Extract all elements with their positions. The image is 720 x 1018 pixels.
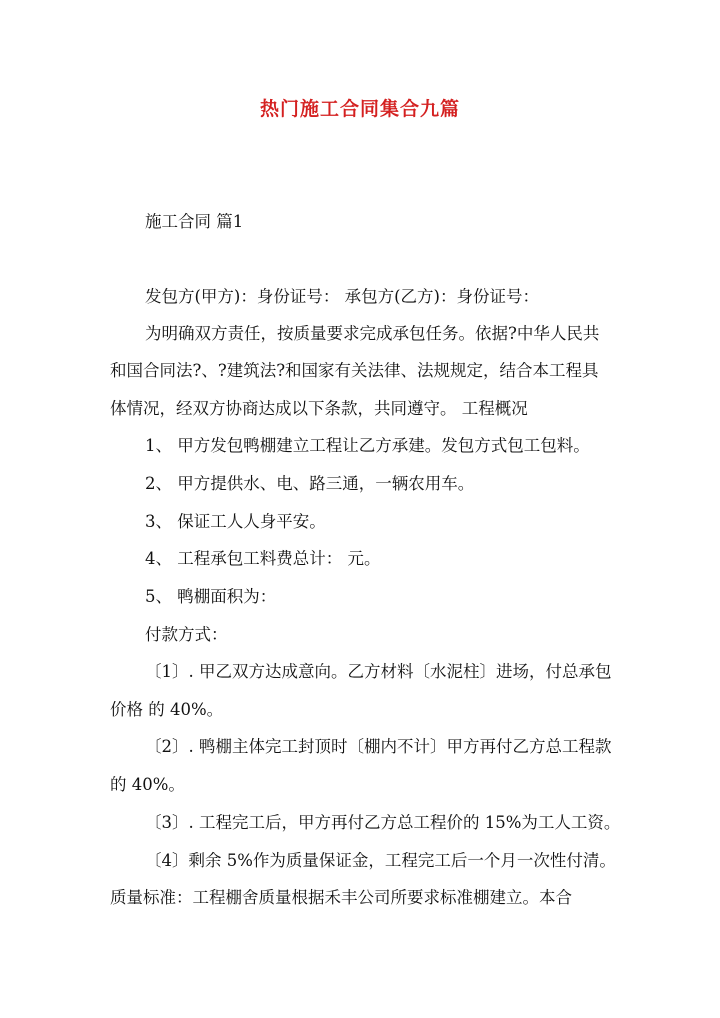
list-item: 4、 工程承包工料费总计： 元。 — [145, 549, 381, 568]
paragraph-line: 〔3〕. 工程完工后，甲方再付乙方总工程价的 15%为工人工资。 — [145, 813, 621, 832]
paragraph-line: 的 40%。 — [110, 775, 185, 794]
list-item: 3、 保证工人人身平安。 — [145, 512, 326, 531]
paragraph-line: 质量标准：工程棚舍质量根据禾丰公司所要求标准棚建立。本合 — [110, 888, 572, 907]
paragraph-line: 为明确双方责任，按质量要求完成承包任务。依据?中华人民共 — [145, 324, 600, 343]
list-item: 2、 甲方提供水、电、路三通，一辆农用车。 — [145, 474, 475, 493]
list-item: 5、 鸭棚面积为： — [145, 587, 277, 606]
paragraph-line: 价格 的 40%。 — [110, 700, 224, 719]
list-item: 1、 甲方发包鸭棚建立工程让乙方承建。发包方式包工包料。 — [145, 436, 590, 455]
document-title: 热门施工合同集合九篇 — [259, 98, 460, 120]
paragraph-line: 〔2〕. 鸭棚主体完工封顶时〔棚内不计〕甲方再付乙方总工程款 — [145, 737, 612, 756]
paragraph-line: 〔4〕剩余 5%作为质量保证金，工程完工后一个月一次性付清。 — [145, 851, 616, 870]
paragraph-line: 和国合同法?、?建筑法?和国家有关法律、法规规定，结合本工程具 — [110, 361, 599, 380]
paragraph-line: 付款方式： — [145, 625, 228, 644]
section-heading: 施工合同 篇1 — [145, 212, 244, 231]
paragraph-line: 〔1〕. 甲乙双方达成意向。乙方材料〔水泥柱〕进场，付总承包 — [145, 662, 612, 681]
paragraph-line: 体情况，经双方协商达成以下条款，共同遵守。 工程概况 — [110, 399, 528, 418]
paragraph-line: 发包方(甲方)：身份证号： 承包方(乙方)：身份证号： — [145, 287, 539, 306]
